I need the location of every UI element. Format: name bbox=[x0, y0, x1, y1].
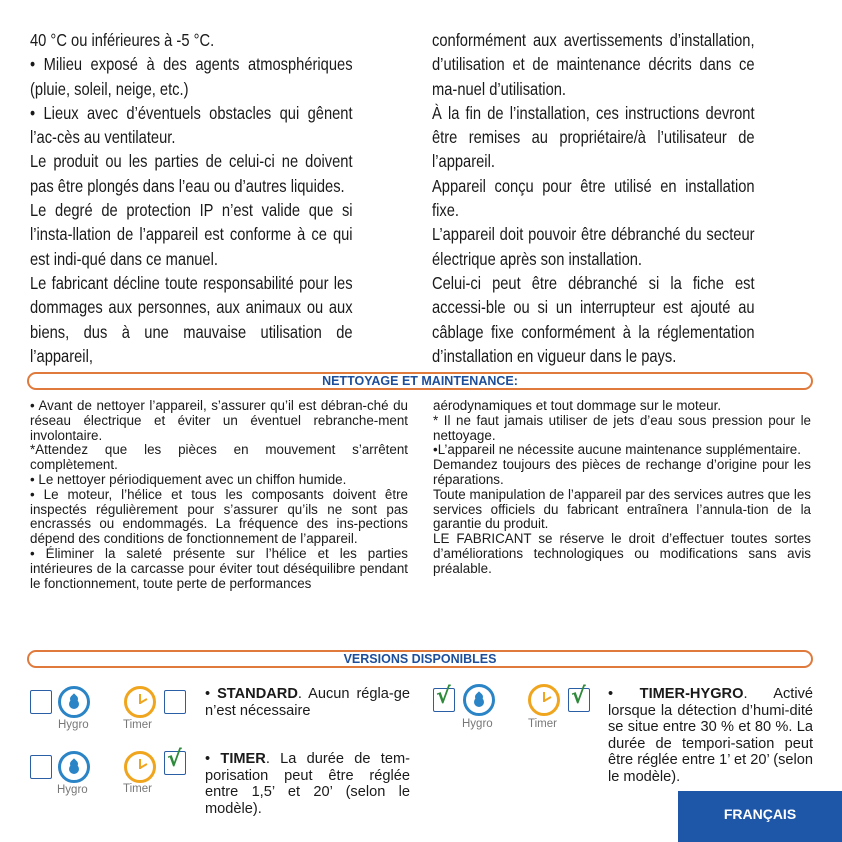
maintenance-paragraph: * Il ne faut jamais utiliser de jets d’eau sous pression pour le nettoyage. bbox=[433, 412, 811, 443]
timer-hygro-description: • TIMER-HYGRO. Activé lorsque la détection d’humi-dité se situe entre 30 % et 80 %. La durée de tempori-sation peut être réglée entre 1’ et 20’ (selon le modèle). bbox=[608, 686, 813, 785]
standard-name: STANDARD bbox=[217, 686, 298, 702]
versions-heading: VERSIONS DISPONIBLES bbox=[27, 650, 813, 668]
intro-paragraph: • Lieux avec d’éventuels obstacles qui gênent l’ac-cès au ventilateur. bbox=[30, 102, 353, 148]
maintenance-paragraph: Toute manipulation de l’appareil par des services autres que les services officiels du fabricant entraînera l’annula-tion de la garantie du produit. bbox=[433, 486, 811, 532]
timer-checkbox-timer-hygro bbox=[568, 684, 590, 712]
timer-description: • TIMER. La durée de tem-porisation peut être réglée entre 1,5’ et 20’ (selon le modèle). bbox=[205, 751, 410, 817]
intro-paragraph: Appareil conçu pour être utilisé en installation fixe. bbox=[432, 175, 755, 221]
maintenance-paragraph: •L’appareil ne nécessite aucune maintenance supplémentaire. bbox=[433, 442, 801, 458]
intro-paragraph: Le produit ou les parties de celui-ci ne doivent pas être plongés dans l’eau ou d’autres liquides. bbox=[30, 151, 353, 196]
intro-paragraph: L’appareil doit pouvoir être débranché du secteur électrique après son installation. bbox=[432, 224, 755, 269]
maintenance-column-right bbox=[433, 399, 811, 577]
intro-paragraph: Le degré de protection IP n’est valide que si l’insta-llation de l’appareil est conforme à ce qui est indi-qué dans ce manuel. bbox=[30, 200, 353, 269]
timer-icon bbox=[528, 684, 560, 716]
hygro-icon bbox=[58, 751, 90, 783]
check-mark-icon: √ bbox=[571, 684, 586, 709]
timer-icon bbox=[124, 751, 156, 783]
check-mark-icon: √ bbox=[167, 747, 182, 772]
hygro-checkbox-standard bbox=[30, 690, 52, 714]
hygro-icon bbox=[463, 684, 495, 716]
maintenance-paragraph: • Le moteur, l’hélice et tous les composants doivent être inspectés régulièrement pour s’assurer qu’ils ne sont pas encrassés ou endommagés. La fréquence des ins-pections dépend des conditions de fonctionnement de l’appareil. bbox=[30, 486, 408, 547]
intro-paragraph: À la fin de l’installation, ces instructions devront être remises au propriétaire/à l’utilisateur de l’appareil. bbox=[432, 102, 755, 172]
intro-paragraph: 40 °C ou inférieures à -5 °C. bbox=[30, 30, 215, 50]
hygro-checkbox-timer-hygro bbox=[433, 684, 455, 712]
timer-text: . La durée de tem-porisation peut être réglée entre 1,5’ et 20’ (selon le modèle). bbox=[205, 751, 410, 817]
timer-label: Timer bbox=[123, 719, 152, 731]
hygro-label: Hygro bbox=[462, 718, 493, 730]
maintenance-paragraph: *Attendez que les pièces en mouvement s’arrêtent complètement. bbox=[30, 442, 408, 473]
intro-column-right bbox=[432, 28, 755, 368]
maintenance-column-left bbox=[30, 399, 408, 591]
timer-hygro-name: TIMER-HYGRO bbox=[639, 686, 744, 702]
maintenance-paragraph: • Le nettoyer périodiquement avec un chiffon humide. bbox=[30, 471, 347, 487]
standard-description: • STANDARD. Aucun régla-ge n’est nécessaire bbox=[205, 686, 410, 719]
intro-paragraph: conformément aux avertissements d’installation, d’utilisation et de maintenance décrits dans ce ma-nuel d’utilisation. bbox=[432, 30, 755, 99]
hygro-label: Hygro bbox=[57, 784, 88, 796]
intro-column-left bbox=[30, 28, 353, 368]
hygro-checkbox-timer bbox=[30, 755, 52, 779]
timer-label: Timer bbox=[123, 783, 152, 795]
maintenance-paragraph: • Avant de nettoyer l’appareil, s’assurer qu’il est débran-ché du réseau électrique et éviter un éventuel rebranche-ment involontaire. bbox=[30, 398, 408, 443]
timer-hygro-text: . Activé lorsque la détection d’humi-dité se situe entre 30 % et 80 %. La durée de tempori-sation peut être réglée entre 1’ et 20’ (selon le modèle). bbox=[608, 686, 813, 785]
maintenance-paragraph: • Éliminer la saleté présente sur l’hélice et les parties intérieures de la carcasse pour éviter tout déséquilibre pendant le fonctionnement, toute perte de performances bbox=[30, 545, 408, 591]
maintenance-paragraph: aérodynamiques et tout dommage sur le moteur. bbox=[433, 398, 722, 413]
timer-label: Timer bbox=[528, 718, 557, 730]
maintenance-paragraph: LE FABRICANT se réserve le droit d’effectuer toutes sortes d’améliorations technologiques ou modifications sans avis préalable. bbox=[433, 531, 811, 576]
hygro-label: Hygro bbox=[58, 719, 89, 731]
intro-paragraph: Celui-ci peut être débranché si la fiche est accessi-ble ou si un interrupteur est ajouté au câblage fixe conformément à la réglementation d’installation en vigueur dans le pays. bbox=[432, 272, 755, 366]
maintenance-heading: NETTOYAGE ET MAINTENANCE: bbox=[27, 372, 813, 390]
intro-paragraph: Le fabricant décline toute responsabilité pour les dommages aux personnes, aux animaux ou aux biens, dus à une mauvaise utilisation de l’appareil, bbox=[30, 272, 353, 366]
check-mark-icon: √ bbox=[436, 684, 451, 709]
timer-icon bbox=[124, 686, 156, 718]
timer-name: TIMER bbox=[220, 751, 266, 767]
maintenance-paragraph: Demandez toujours des pièces de rechange d’origine pour les réparations. bbox=[433, 457, 811, 487]
intro-paragraph: • Milieu exposé à des agents atmosphériques (pluie, soleil, neige, etc.) bbox=[30, 54, 353, 99]
language-badge: FRANÇAIS bbox=[678, 791, 842, 842]
hygro-icon bbox=[58, 686, 90, 718]
standard-text: . Aucun régla-ge n’est nécessaire bbox=[205, 686, 410, 719]
timer-checkbox-standard bbox=[164, 690, 186, 714]
timer-checkbox-timer bbox=[164, 747, 186, 775]
